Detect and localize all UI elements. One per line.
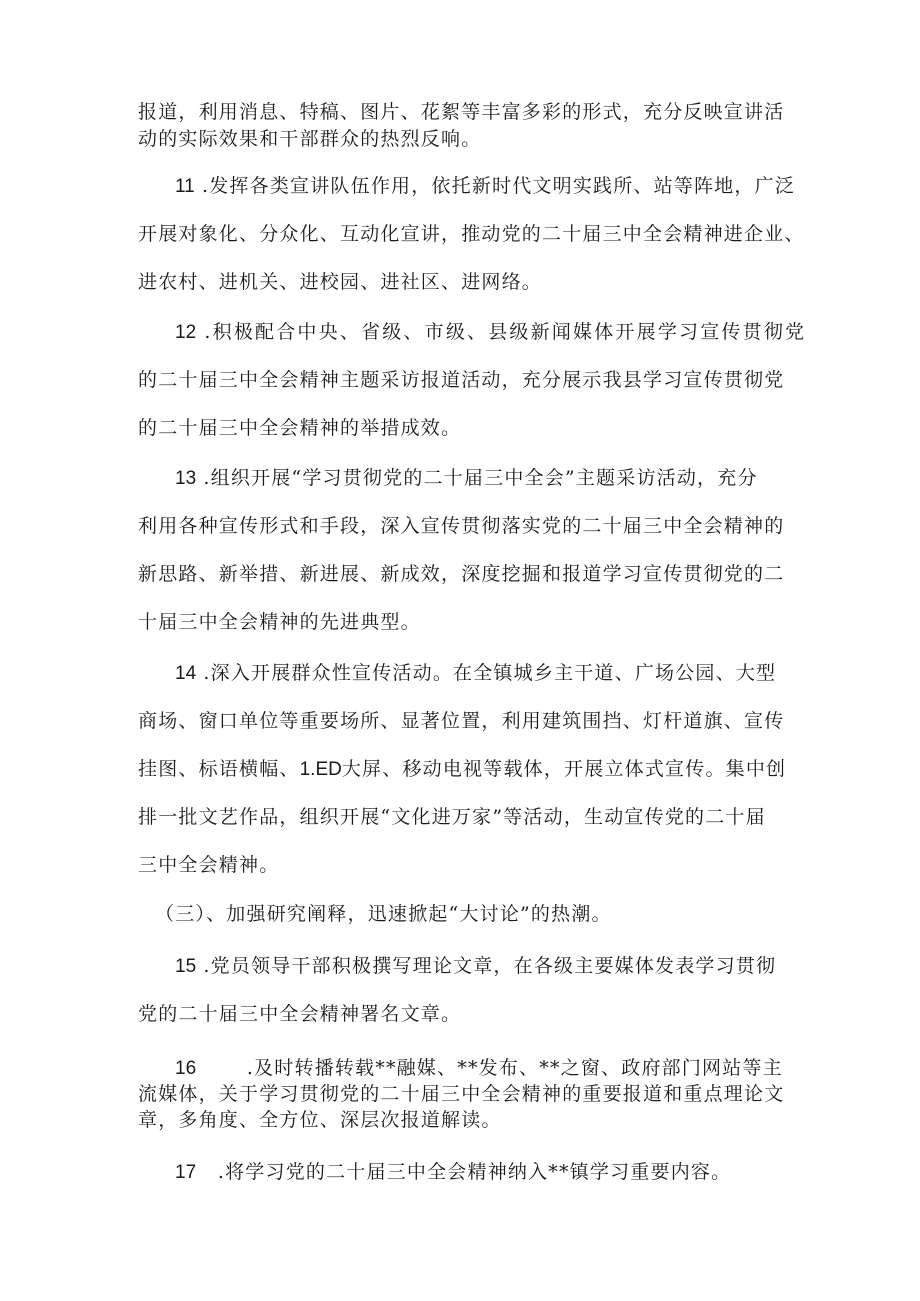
paragraph-17-number: 17 [175,1162,197,1183]
paragraph-16-number: 16 [175,1058,197,1079]
paragraph-14-number: 14 [175,663,197,684]
paragraph-14-line-4: 排一批文艺作品，组织开展“文化进万家”等活动，生动宣传党的二十届 [138,806,766,828]
paragraph-15-line-1 [175,954,788,979]
paragraph-14-line-5: 三中全会精神。 [138,854,280,876]
paragraph-14-text: .深入开展群众性宣传活动。在全镇城乡主干道、广场公园、大型 [196,662,777,684]
paragraph-17-line-1 [175,1160,788,1185]
paragraph-10-line-1: 报道，利用消息、特稿、图片、花絮等丰富多彩的形式，充分反映宣讲活 [138,101,785,123]
paragraph-13-line-3: 新思路、新举措、新进展、新成效，深度挖掘和报道学习宣传贯彻党的二 [138,563,785,585]
paragraph-14-line-1 [175,661,788,686]
paragraph-15-line-2: 党的二十届三中全会精神署名文章。 [138,1003,462,1025]
paragraph-16-line-2: 流媒体，关于学习贯彻党的二十届三中全会精神的重要报道和重点理论文 [138,1083,785,1105]
paragraph-13-line-1 [175,466,788,491]
paragraph-10-line-2: 动的实际效果和干部群众的热烈反响。 [138,128,482,150]
paragraph-14-line-2: 商场、窗口单位等重要场所、显著位置，利用建筑围挡、灯杆道旗、宣传 [138,710,785,732]
paragraph-16-text: .及时转播转载**融媒、**发布、**之窗、政府部门网站等主 [196,1057,783,1079]
led-term: 1.ED [299,759,342,780]
paragraph-11-line-2: 开展对象化、分众化、互动化宣讲，推动党的二十届三中全会精神进企业、 [138,223,805,245]
paragraph-14-line-3-part-c: 大屏、移动电视等载体，开展立体式宣传。集中创 [341,758,787,780]
paragraph-14-line-3-part-a: 挂图、标语横幅、 [138,758,300,780]
paragraph-11-line-3: 进农村、进机关、进校园、进社区、进网络。 [138,271,543,293]
section-3-heading: （三）、加强研究阐释，迅速掀起“大讨论”的热潮。 [155,903,612,925]
paragraph-16-line-3: 章，多角度、全方位、深层次报道解读。 [138,1109,502,1131]
paragraph-14-line-3 [138,757,788,782]
paragraph-12-line-3: 的二十届三中全会精神的举措成效。 [138,417,462,439]
paragraph-15-number: 15 [175,956,197,977]
paragraph-11-text: .发挥各类宣讲队伍作用，依托新时代文明实践所、站等阵地，广泛 [194,175,796,197]
paragraph-17-text: .将学习党的二十届三中全会精神纳入**镇学习重要内容。 [196,1161,732,1183]
paragraph-13-line-4: 十届三中全会精神的先进典型。 [138,611,421,633]
paragraph-16-line-1 [175,1056,788,1081]
paragraph-13-line-2: 利用各种宣传形式和手段，深入宣传贯彻落实党的二十届三中全会精神的 [138,515,785,537]
paragraph-11-number: 11 [175,176,195,197]
paragraph-12-text: .积极配合中央、省级、市级、县级新闻媒体开展学习宣传贯彻党 [196,321,807,343]
paragraph-12-number: 12 [175,322,197,343]
paragraph-12-line-2: 的二十届三中全会精神主题采访报道活动，充分展示我县学习宣传贯彻党 [138,369,785,391]
paragraph-13-text: .组织开展“学习贯彻党的二十届三中全会”主题采访活动，充分 [196,467,758,489]
paragraph-12-line-1 [175,320,807,345]
paragraph-13-number: 13 [175,468,197,489]
paragraph-11-line-1 [175,174,796,199]
paragraph-15-text: .党员领导干部积极撰写理论文章，在各级主要媒体发表学习贯彻 [196,955,777,977]
